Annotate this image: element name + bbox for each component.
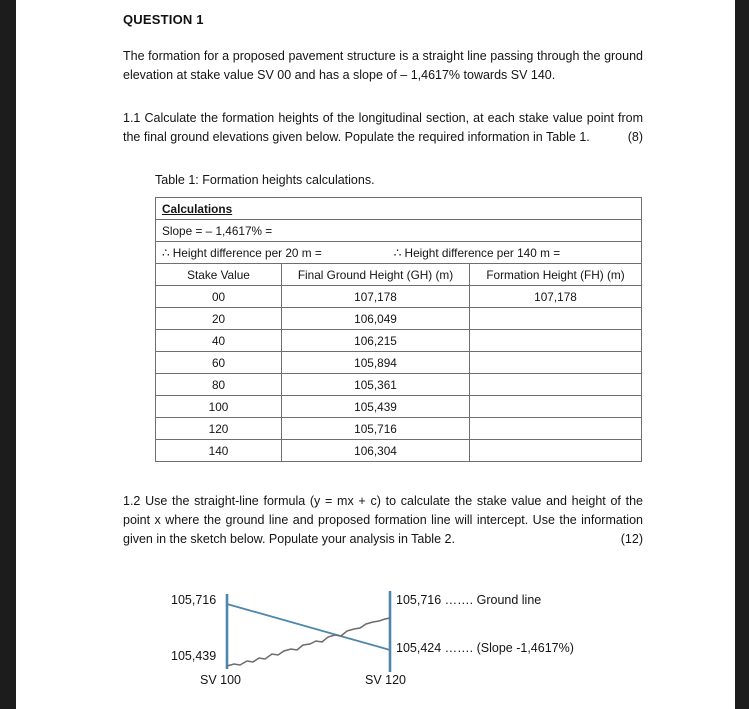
cell-stake-value: 80 [156,374,282,396]
table-row [156,330,642,352]
slope-cell: Slope = – 1,4617% = [156,220,642,242]
cell-formation-height[interactable] [470,374,642,396]
cell-ground-height: 105,716 [282,418,470,440]
sketch-label-sv100: SV 100 [200,673,242,687]
table-header-row [156,264,642,286]
cell-stake-value: 140 [156,440,282,462]
table-body [156,198,642,462]
cell-ground-height: 106,215 [282,330,470,352]
page-title: QUESTION 1 [123,12,204,27]
height-difference-cell [156,242,642,264]
question-1-1-text: 1.1 Calculate the formation heights of the longitudinal section, at each stake value point from the final ground elevations given below. Populate the required information in Table 1. [123,111,643,144]
column-header-stake-value: Stake Value [156,264,282,286]
cell-formation-height[interactable] [470,396,642,418]
height-difference-20m: ∴ Height difference per 20 m = [162,245,322,260]
table-1-caption: Table 1: Formation heights calculations. [155,173,375,187]
question-1-1-paragraph [123,109,643,147]
table-row [156,352,642,374]
sketch-label-ground-line: 105,716 ……. Ground line [396,593,542,607]
sketch-label-formation-line: 105,424 ……. (Slope -1,4617%) [396,641,574,655]
cell-stake-value: 60 [156,352,282,374]
cell-formation-height[interactable] [470,352,642,374]
table-row-section-header [156,198,642,220]
sketch-label-left-bottom: 105,439 [171,649,217,663]
document-page [16,0,735,709]
cell-ground-height: 105,894 [282,352,470,374]
cell-ground-height: 105,361 [282,374,470,396]
question-1-1-marks: (8) [627,130,643,144]
cell-stake-value: 20 [156,308,282,330]
intro-paragraph: The formation for a proposed pavement structure is a straight line passing through the ground elevation at stake value SV 00 and has a slope of – 1,4617% towards SV 140. [123,49,643,82]
cell-formation-height[interactable]: 107,178 [470,286,642,308]
column-header-ground-height: Final Ground Height (GH) (m) [282,264,470,286]
formation-line [227,604,390,650]
table-row-height-differences [156,242,642,264]
table-row [156,396,642,418]
column-header-formation-height: Formation Height (FH) (m) [470,264,642,286]
height-difference-140m: ∴ Height difference per 140 m = [393,245,561,260]
question-1-2-paragraph [123,492,643,549]
question-1-2-marks: (12) [620,532,643,546]
table-row [156,418,642,440]
cell-ground-height: 106,304 [282,440,470,462]
cell-ground-height: 106,049 [282,308,470,330]
cell-stake-value: 120 [156,418,282,440]
cell-stake-value: 100 [156,396,282,418]
ground-line [227,618,390,666]
table-row [156,286,642,308]
formation-heights-table [155,197,642,462]
table-row [156,308,642,330]
table-row [156,374,642,396]
document-body [123,0,643,549]
calculations-header: Calculations [156,198,642,220]
cell-stake-value: 00 [156,286,282,308]
table-row [156,440,642,462]
cell-stake-value: 40 [156,330,282,352]
table-row-slope [156,220,642,242]
cell-formation-height[interactable] [470,418,642,440]
cell-formation-height[interactable] [470,330,642,352]
question-1-2-text: 1.2 Use the straight-line formula (y = mx + c) to calculate the stake value and height of the point x where the ground line and proposed formation line will intercept. Use the information given in the sketch below. Populate your analysis in Table 2. [123,494,643,546]
cell-ground-height: 105,439 [282,396,470,418]
cell-formation-height[interactable] [470,308,642,330]
cell-ground-height: 107,178 [282,286,470,308]
sketch-label-sv120: SV 120 [365,673,407,687]
intercept-sketch [16,578,735,696]
sketch-label-left-top: 105,716 [171,593,217,607]
cell-formation-height[interactable] [470,440,642,462]
